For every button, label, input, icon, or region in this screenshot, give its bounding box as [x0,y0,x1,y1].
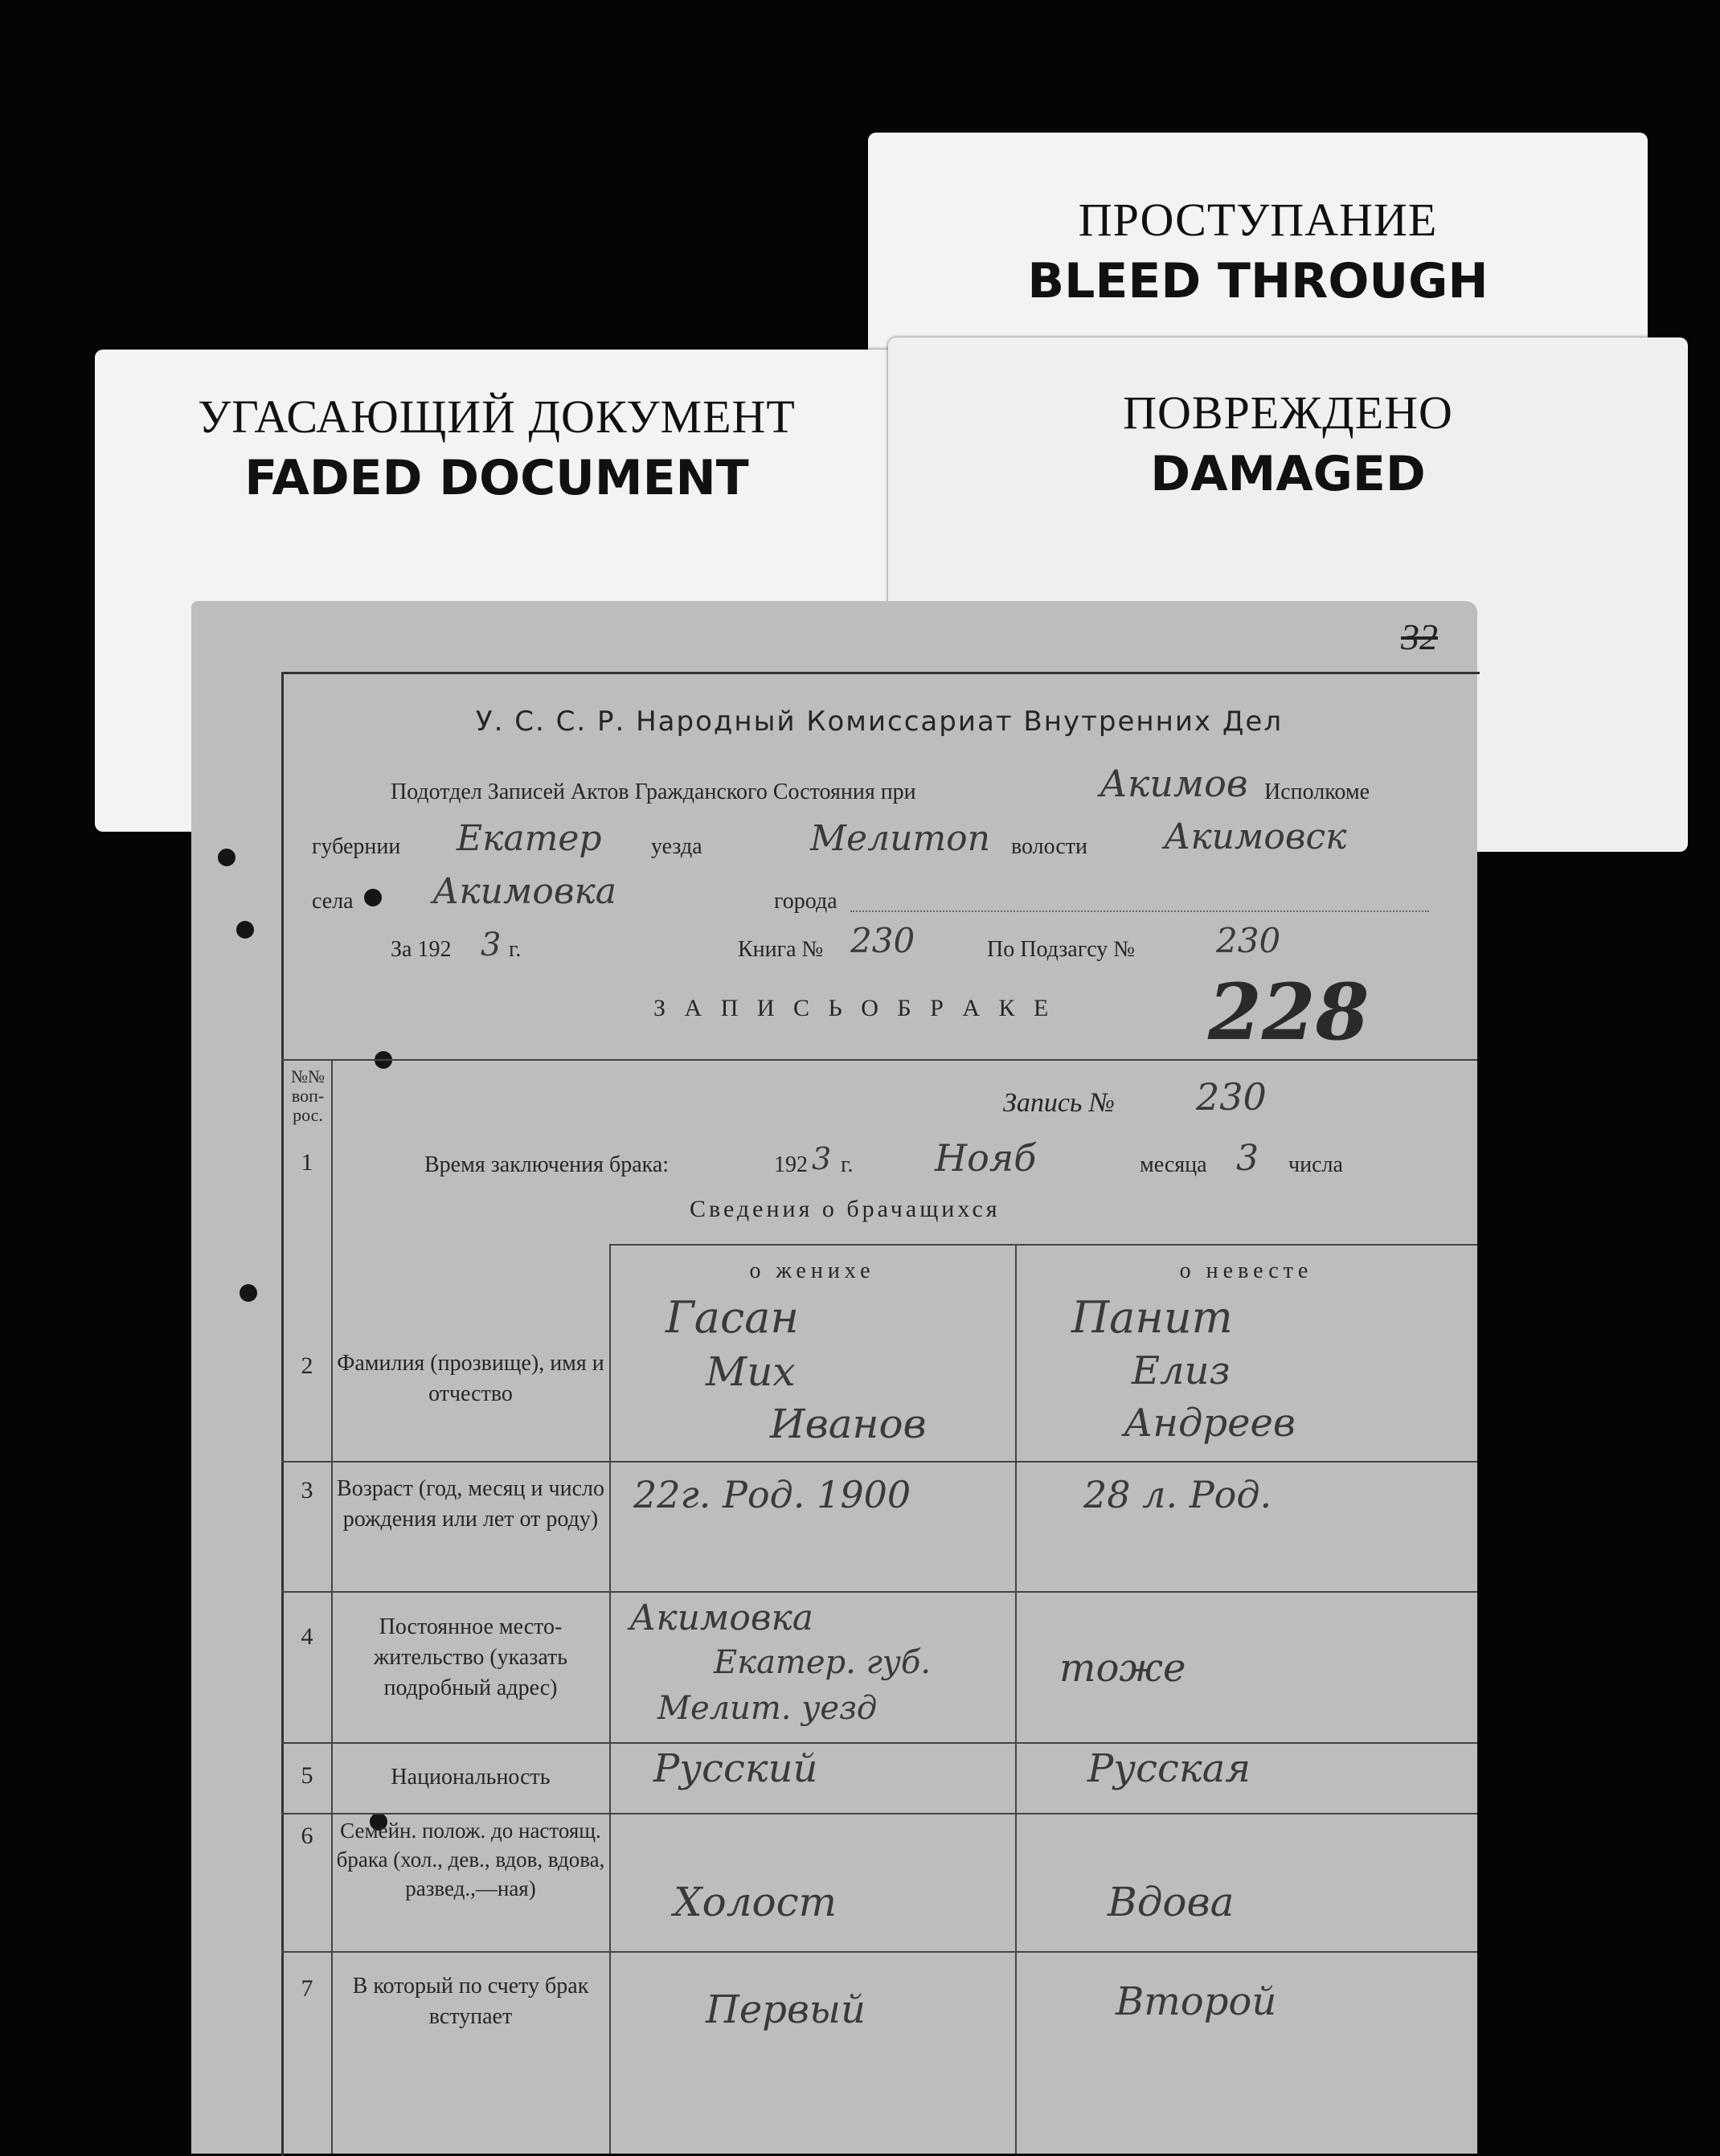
q5-groom-value: Русский [653,1746,818,1791]
row-line [281,1461,1477,1463]
q2-label: Фамилия (прозвище), имя и отчество [337,1351,604,1406]
info-header-line [609,1244,1477,1246]
q1-year: 192 [774,1152,808,1177]
q7-groom-value: Первый [706,1987,866,2032]
row-line [281,1951,1477,1953]
q3-bride-value: 28 л. Род. [1083,1473,1272,1516]
marriage-record-sheet [191,601,1477,2154]
q1-label: Время заключения брака: [424,1152,670,1177]
form-title: З А П И С Ь О Б Р А К Е [653,995,1055,1021]
q2-number: 2 [301,1352,313,1379]
q6-number: 6 [301,1823,313,1849]
bleed-through-ru: ПРОСТУПАНИЕ [1078,194,1438,246]
book-label: Книга № [738,937,824,962]
q2-groom-line1: Гасан [665,1292,799,1343]
subdept-suffix: Исполкоме [1264,779,1370,804]
bleed-through-en: BLEED THROUGH [1027,253,1489,309]
year-label: За 192 [391,937,452,962]
q1-number: 1 [301,1149,313,1176]
q5-label: Национальность [391,1765,551,1790]
qnum-column-line [331,1059,333,2154]
row-line [281,1742,1477,1744]
volost-label: волости [1011,834,1087,859]
gorod-label: города [774,889,837,914]
q2-bride-line1: Панит [1071,1292,1233,1343]
bride-header: о невесте [1179,1258,1313,1283]
binding-hole [236,921,254,939]
gubernia-value: Екатер [457,818,602,859]
subreg-label: По Подзагсу № [987,937,1135,962]
q7-number: 7 [301,1975,313,2002]
q2-bride-line2: Елиз [1132,1348,1231,1393]
selo-label: села [312,889,354,914]
q1-year-suffix: г. [841,1152,854,1177]
q4-label: Постоянное место- жительство (указать подробный адрес) [373,1614,568,1700]
selo-value: Акимовка [432,871,617,912]
year-value: 3 [481,927,502,963]
big-record-number: 228 [1208,967,1370,1058]
q6-bride-value: Вдова [1108,1879,1235,1925]
q7-bride-value: Второй [1116,1979,1277,2024]
faded-document-ru: УГАСАЮЩИЙ ДОКУМЕНТ [198,391,796,443]
table-top-line [281,1059,1477,1061]
q6-label: Семейн. полож. до настоящ. брака (хол., дев., вдов, вдова, развед.,—ная) [336,1818,605,1900]
uezd-value: Мелитоп [810,818,990,859]
q5-bride-value: Русская [1087,1746,1251,1791]
binding-hole [218,849,235,866]
q4-bride-value: тоже [1059,1646,1186,1691]
binding-hole [240,1284,257,1302]
info-header: Сведения о брачащихся [690,1196,1001,1222]
q3-groom-value: 22г. Род. 1900 [633,1473,911,1516]
groom-column-line [1015,1244,1017,2154]
groom-header: о женихе [749,1258,875,1283]
faded-document-en: FADED DOCUMENT [244,450,749,506]
q6-groom-value: Холост [674,1879,837,1925]
q3-number: 3 [301,1477,313,1503]
uezd-label: уезда [651,834,702,859]
damaged-ru: ПОВРЕЖДЕНО [1123,387,1453,439]
book-value: 230 [850,921,915,960]
q3-label: Возраст (год, месяц и число рождения или лет от роду) [337,1476,604,1532]
subdept-label: Подотдел Записей Актов Гражданского Состояния при [391,779,916,804]
subreg-value: 230 [1216,921,1281,960]
q1-month-value: Нояб [935,1136,1037,1180]
q4-number: 4 [301,1623,313,1650]
damaged-en: DAMAGED [1150,446,1426,502]
q2-groom-line3: Иванов [770,1401,927,1447]
record-label: Запись № [1003,1088,1115,1118]
label-column-line [609,1244,611,2154]
q2-bride-line3: Андреев [1124,1401,1296,1446]
q4-groom-line1: Акимовка [629,1598,814,1638]
row-line [281,1813,1477,1814]
record-value: 230 [1196,1075,1267,1119]
q5-number: 5 [301,1762,313,1789]
document-header: У. С. С. Р. Народный Комиссариат Внутренних Дел [475,706,1284,738]
qnum-header: №№ воп- рос. [291,1066,325,1125]
volost-value: Акимовск [1164,816,1347,857]
q7-label: В который по счету брак вступает [352,1974,589,2029]
row-line [281,1591,1477,1593]
q2-groom-line2: Мих [706,1348,796,1395]
page-number: 32 [1401,616,1438,657]
q1-month-label: месяца [1140,1152,1207,1177]
q4-groom-line3: Мелит. уезд [657,1690,878,1727]
q1-year-value: 3 [812,1141,832,1176]
subdept-value: Акимов [1100,762,1248,805]
gubernia-label: губернии [312,834,401,859]
q4-groom-line2: Екатер. губ. [714,1644,932,1681]
year-suffix: г. [509,937,522,962]
gorod-blank [850,910,1429,912]
q1-day-label: числа [1288,1152,1343,1177]
q1-day-value: 3 [1236,1138,1259,1179]
